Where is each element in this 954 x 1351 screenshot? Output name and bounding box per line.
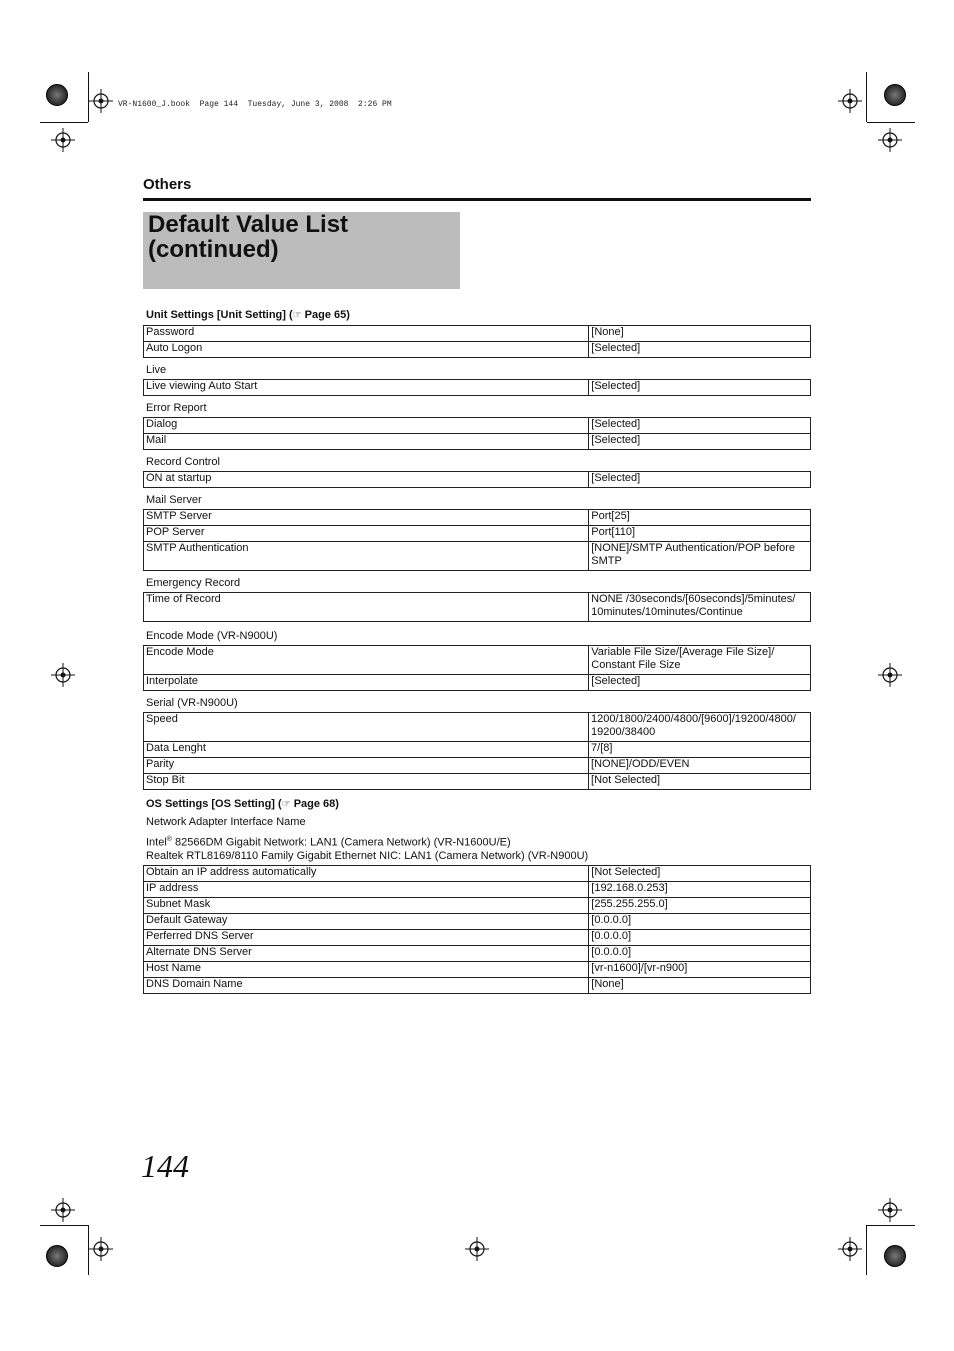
setting-name: Default Gateway <box>144 914 589 930</box>
crop-mark <box>866 1225 867 1275</box>
adapter-note <box>143 831 811 848</box>
live-table <box>143 379 811 396</box>
crosshair-icon <box>89 89 113 113</box>
setting-value: [Selected] <box>589 342 811 358</box>
setting-name: Dialog <box>144 418 589 434</box>
setting-value: [Selected] <box>589 675 811 691</box>
crop-mark <box>866 72 867 122</box>
table-row <box>144 526 811 542</box>
section-header: Others <box>143 176 192 193</box>
error-report-table <box>143 417 811 450</box>
title-box <box>143 212 460 289</box>
setting-value: NONE /30seconds/[60seconds]/5minutes/ 10minutes/10minutes/Continue <box>589 593 811 622</box>
setting-name: Alternate DNS Server <box>144 946 589 962</box>
group-label: Emergency Record <box>146 577 241 589</box>
setting-name: Encode Mode <box>144 646 589 675</box>
group-label: Record Control <box>146 456 220 468</box>
table-row <box>144 914 811 930</box>
setting-value: [0.0.0.0] <box>589 914 811 930</box>
setting-value: [Not Selected] <box>589 866 811 882</box>
setting-value: [Selected] <box>589 434 811 450</box>
setting-name: Interpolate <box>144 675 589 691</box>
crosshair-icon <box>51 128 75 152</box>
table-row <box>144 326 811 342</box>
setting-name: Stop Bit <box>144 774 589 790</box>
group-label: Live <box>146 364 167 376</box>
setting-value: [Selected] <box>589 380 811 396</box>
setting-value: [NONE]/ODD/EVEN <box>589 758 811 774</box>
page-link: Page 68) <box>290 798 339 810</box>
hand-pointing-icon: ☞ <box>292 310 302 321</box>
group-label: Error Report <box>146 402 207 414</box>
note-text: 82566DM Gigabit Network: LAN1 (Camera Network) (VR-N1600U/E) <box>171 836 511 849</box>
table-row <box>144 593 811 622</box>
setting-value: [vr-n1600]/[vr-n900] <box>589 962 811 978</box>
record-control-table <box>143 471 811 488</box>
note-text: Intel <box>146 836 167 849</box>
setting-value: [Selected] <box>589 418 811 434</box>
registered-mark: ® <box>166 836 172 843</box>
table-row <box>144 774 811 790</box>
crosshair-icon <box>51 1198 75 1222</box>
table-row <box>144 646 811 675</box>
os-settings-heading <box>143 795 811 814</box>
setting-value: [Not Selected] <box>589 774 811 790</box>
table-row <box>144 434 811 450</box>
table-row <box>144 882 811 898</box>
setting-name: Host Name <box>144 962 589 978</box>
setting-name: Subnet Mask <box>144 898 589 914</box>
table-row <box>144 380 811 396</box>
crosshair-icon <box>878 663 902 687</box>
setting-value: Port[110] <box>589 526 811 542</box>
crop-mark <box>40 122 88 123</box>
table-row <box>144 946 811 962</box>
crosshair-icon <box>51 663 75 687</box>
setting-name: Speed <box>144 713 589 742</box>
table-row <box>144 675 811 691</box>
encode-mode-table <box>143 645 811 691</box>
color-target-icon <box>884 84 906 106</box>
setting-name: POP Server <box>144 526 589 542</box>
table-row <box>144 510 811 526</box>
setting-value: [None] <box>589 326 811 342</box>
crop-mark <box>867 1225 915 1226</box>
mail-server-table <box>143 509 811 571</box>
page-link: Page 65) <box>301 309 350 321</box>
setting-name: Password <box>144 326 589 342</box>
table-row <box>144 978 811 994</box>
setting-value: [0.0.0.0] <box>589 946 811 962</box>
crosshair-icon <box>838 1237 862 1261</box>
table-row <box>144 713 811 742</box>
crosshair-icon <box>878 1198 902 1222</box>
setting-value: Variable File Size/[Average File Size]/ Constant File Size <box>589 646 811 675</box>
unit-settings-heading <box>143 306 811 325</box>
setting-name: Data Lenght <box>144 742 589 758</box>
hand-pointing-icon: ☞ <box>281 799 291 810</box>
table-row <box>144 742 811 758</box>
setting-name: Time of Record <box>144 593 589 622</box>
os-settings-table <box>143 865 811 994</box>
setting-name: Parity <box>144 758 589 774</box>
setting-value: [None] <box>589 978 811 994</box>
setting-name: Perferred DNS Server <box>144 930 589 946</box>
group-label: Mail Server <box>146 494 202 506</box>
setting-name: SMTP Authentication <box>144 542 589 571</box>
table-row <box>144 542 811 571</box>
group-label: Encode Mode (VR-N900U) <box>146 630 278 642</box>
setting-value: 7/[8] <box>589 742 811 758</box>
setting-name: DNS Domain Name <box>144 978 589 994</box>
table-row <box>144 898 811 914</box>
page-number: 144 <box>141 1148 189 1184</box>
heading-text: Unit Settings [Unit Setting] ( <box>146 309 293 321</box>
crosshair-icon <box>878 128 902 152</box>
table-row <box>144 418 811 434</box>
color-target-icon <box>884 1245 906 1267</box>
table-row <box>144 342 811 358</box>
setting-name: ON at startup <box>144 472 589 488</box>
setting-name: Obtain an IP address automatically <box>144 866 589 882</box>
setting-value: [0.0.0.0] <box>589 930 811 946</box>
page-title-line-2: (continued) <box>148 236 279 263</box>
setting-name: Live viewing Auto Start <box>144 380 589 396</box>
group-label: Network Adapter Interface Name <box>146 816 306 828</box>
table-row <box>144 962 811 978</box>
header-rule <box>143 198 811 201</box>
heading-text: OS Settings [OS Setting] ( <box>146 798 282 810</box>
color-target-icon <box>46 1245 68 1267</box>
page-title-line-1: Default Value List <box>148 211 349 238</box>
crosshair-icon <box>838 89 862 113</box>
emergency-record-table <box>143 592 811 622</box>
unit-settings-table <box>143 325 811 358</box>
color-target-icon <box>46 84 68 106</box>
main-content <box>143 306 811 996</box>
table-row <box>144 758 811 774</box>
setting-value: [NONE]/SMTP Authentication/POP before SMTP <box>589 542 811 571</box>
setting-name: Mail <box>144 434 589 450</box>
setting-value: [Selected] <box>589 472 811 488</box>
setting-value: [255.255.255.0] <box>589 898 811 914</box>
group-label: Serial (VR-N900U) <box>146 697 238 709</box>
setting-name: IP address <box>144 882 589 898</box>
table-row <box>144 930 811 946</box>
crosshair-icon <box>465 1237 489 1261</box>
setting-value: 1200/1800/2400/4800/[9600]/19200/4800/ 19200/38400 <box>589 713 811 742</box>
setting-value: Port[25] <box>589 510 811 526</box>
crop-mark <box>867 122 915 123</box>
setting-name: Auto Logon <box>144 342 589 358</box>
setting-name: SMTP Server <box>144 510 589 526</box>
setting-value: [192.168.0.253] <box>589 882 811 898</box>
table-row <box>144 472 811 488</box>
crop-mark <box>40 1225 88 1226</box>
adapter-note: Realtek RTL8169/8110 Family Gigabit Ethernet NIC: LAN1 (Camera Network) (VR-N900U) <box>146 850 589 862</box>
table-row <box>144 866 811 882</box>
serial-table <box>143 712 811 790</box>
print-info: VR-N1600_J.book Page 144 Tuesday, June 3, 2008 2:26 PM <box>118 100 392 109</box>
crosshair-icon <box>89 1237 113 1261</box>
